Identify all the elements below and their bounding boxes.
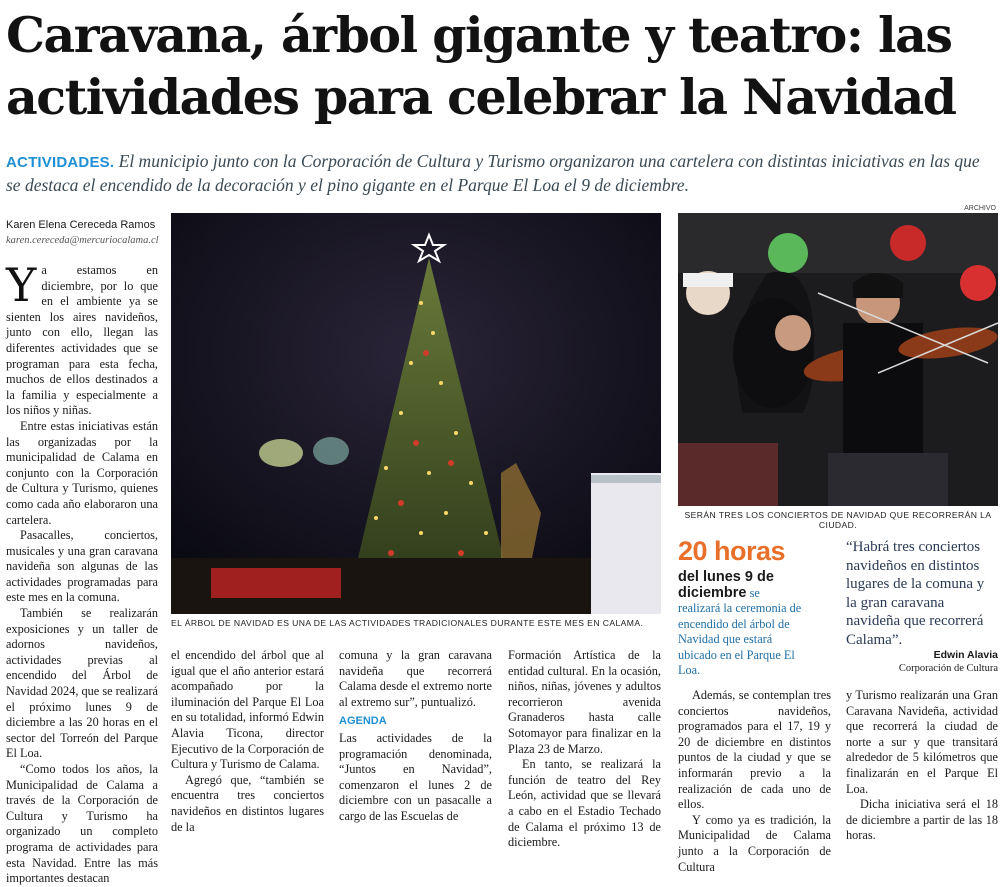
- highlight-bold: del lunes 9 de diciembre: [678, 569, 774, 601]
- col6-paragraph-1: y Turismo realizarán una Gran Caravana Navideña, actividad que recorrerá la ciudad de norte a sur y que transitará alrededor de 5 kilómetros que finalizarán en el Parque El Loa.: [846, 688, 998, 796]
- highlight-number: 20 horas: [678, 536, 786, 566]
- tree-photo-caption: EL ÁRBOL DE NAVIDAD ES UNA DE LAS ACTIVIDADES TRADICIONALES DURANTE ESTE MES EN CALAMA.: [171, 618, 644, 628]
- highlight-text: se realizará la ceremonia de encendido del árbol de Navidad que estará ubicado en el Parque El Loa.: [678, 585, 802, 677]
- col5-paragraph-2: Y como ya es tradición, la Municipalidad de Calama junto a la Corporación de Cultura: [678, 812, 831, 874]
- pull-quote: “Habrá tres conciertos navideños en distintos lugares de la comuna y la gran caravana navideña que recorrerá Calama”.: [846, 539, 985, 648]
- christmas-tree-photo: [171, 213, 661, 614]
- col2-paragraph-2: Agregó que, “también se encuentra tres conciertos navideños en distintos lugares de la: [171, 772, 324, 834]
- quote-author-role: Corporación de Cultura: [898, 663, 998, 674]
- col4-paragraph-2: En tanto, se realizará la función de teatro del Rey León, actividad que se llevará a cabo en el Estadio Techado de Calama el próximo 13 de diciembre.: [508, 757, 661, 850]
- article-column-5: [678, 688, 831, 875]
- col6-paragraph-2: Dicha iniciativa será el 18 de diciembre a partir de las 18 horas.: [846, 797, 998, 843]
- quote-author: Edwin Alavia: [933, 649, 998, 661]
- col3-paragraph-2: Las actividades de la programación denominada, “Juntos en Navidad”, comenzaron el lunes 2 de diciembre con un pasacalle a cargo de las Escuelas de: [339, 730, 492, 823]
- lead-paragraph: [6, 150, 996, 196]
- col2-paragraph-1: el encendido del árbol que al igual que el año anterior estará acompañado por la iluminación del Parque El Loa en su totalidad, informó Edwin Alavia Ticona, director Ejecutivo de la Corporación de Cultura y Turismo de Calama.: [171, 648, 324, 772]
- orchestra-image: [678, 213, 998, 506]
- section-heading-agenda: AGENDA: [339, 715, 387, 728]
- headline-line-2: actividades para celebrar la Navidad: [6, 68, 956, 126]
- concert-photo-caption: SERÁN TRES LOS CONCIERTOS DE NAVIDAD QUE RECORRERÁN LA CIUDAD.: [684, 510, 992, 530]
- col1-paragraph-1: a estamos en diciembre, por lo que en el ambiente ya se sienten los aires navideños, junto con ello, llegan las diferentes actividades que se programan para esta fecha, muchos de ellos destinados a la familia y especialmente a los niños y niñas.: [6, 263, 158, 418]
- col3-paragraph-1: comuna y la gran caravana navideña que recorrerá Calama desde el extremo norte al extremo sur”, puntualizó.: [339, 648, 492, 709]
- col5-paragraph-1: Además, se contemplan tres conciertos navideños, programados para el 17, 19 y 20 de diciembre en distintos puntos de la ciudad y que se informarán previo a la realización de cada uno de ellos.: [678, 688, 831, 812]
- article-column-6: [846, 688, 998, 844]
- lead-text: El municipio junto con la Corporación de Cultura y Turismo organizaron una cartelera con distintas iniciativas en las que se destaca el encendido de la decoración y el pino gigante en el Parque El Loa el 9 de diciembre.: [6, 151, 980, 195]
- christmas-tree-image: [171, 213, 661, 614]
- headline-line-1: Caravana, árbol gigante y teatro: las: [6, 6, 952, 64]
- byline-author: Karen Elena Cereceda Ramos: [6, 219, 156, 231]
- col1-paragraph-2: Entre estas iniciativas están las organizadas por la municipalidad de Calama en conjunto con la Corporación de Cultura y Turismo, quienes como cada año elaboraron una cartelera.: [6, 418, 158, 527]
- byline-email[interactable]: karen.cereceda@mercuriocalama.cl: [6, 235, 159, 246]
- article-column-4: [508, 648, 661, 851]
- col4-paragraph-1: Formación Artística de la entidad cultural. En la ocasión, niños, niñas, jóvenes y adultos recorrieron avenida Granaderos hasta calle Sotomayor para finalizar en la Plaza 23 de Marzo.: [508, 648, 661, 756]
- photo-credit: ARCHIVO: [964, 205, 996, 212]
- col1-paragraph-4: También se realizarán exposiciones y un taller de adornos navideños, actividades previas al encendido del Árbol de Navidad 2024, que se realizará el próximo lunes 9 de diciembre a las 20 horas en el sector del Torreón del Parque El Loa.: [6, 606, 158, 761]
- article-column-2: [171, 648, 324, 835]
- concert-photo: [678, 213, 998, 506]
- lead-kicker: ACTIVIDADES.: [6, 154, 115, 171]
- col1-paragraph-3: Pasacalles, conciertos, musicales y una gran caravana navideña son algunas de las actividades programadas para este mes en la comuna.: [6, 528, 158, 605]
- highlight-box: [678, 570, 803, 679]
- article-column-1: [6, 258, 158, 887]
- col1-paragraph-5: “Como todos los años, la Municipalidad de Calama a través de la Corporación de Cultura y Turismo ha organizado un completo programa de actividades para esta Navidad. Entre las más importantes destacan: [6, 762, 158, 886]
- drop-cap: Y: [6, 258, 37, 312]
- article-column-3: [339, 648, 492, 825]
- headline: [6, 4, 996, 128]
